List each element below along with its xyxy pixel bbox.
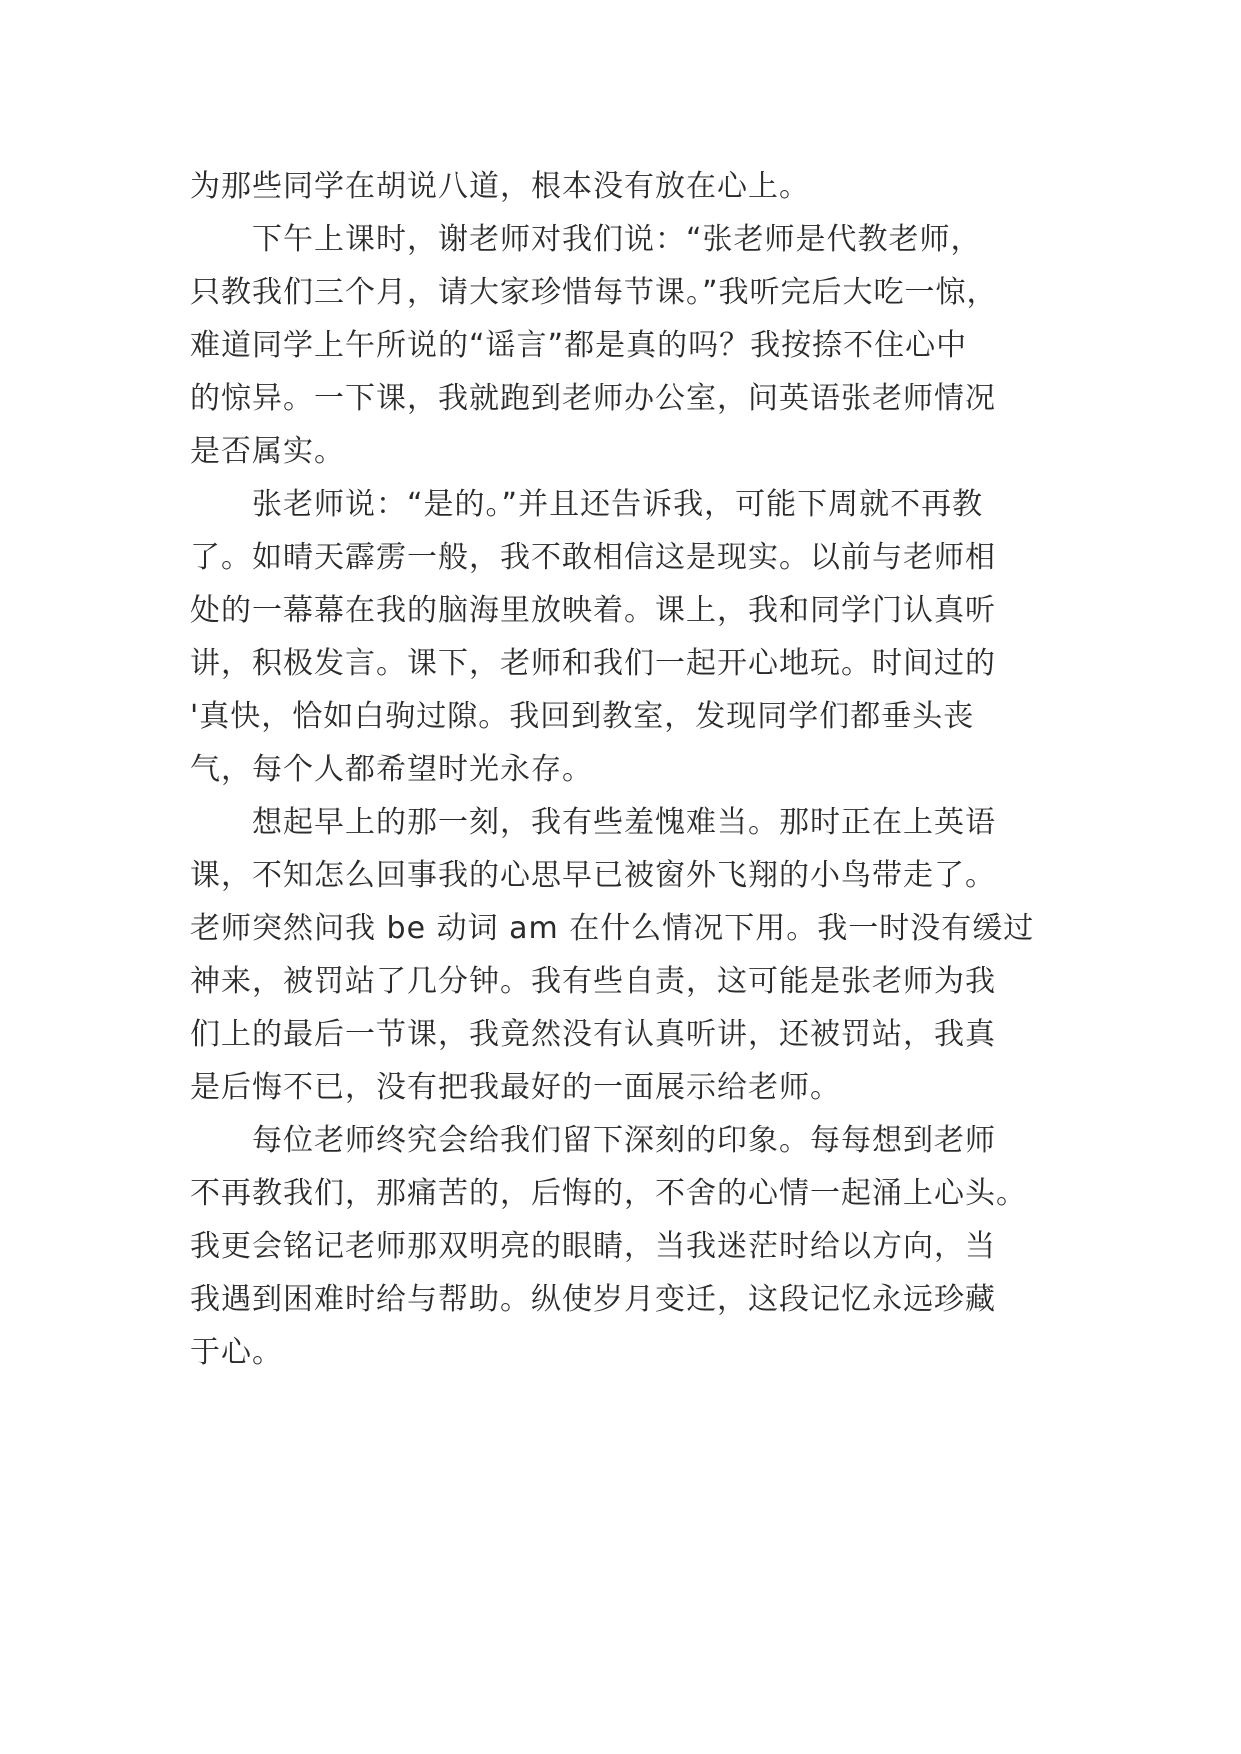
text-line: 是否属实。	[190, 434, 345, 469]
text-line: '真快，恰如白驹过隙。我回到教室，发现同学们都垂头丧	[190, 699, 975, 734]
text-line: 我遇到困难时给与帮助。纵使岁月变迁，这段记忆永远珍藏	[190, 1282, 996, 1317]
body-text	[190, 160, 1070, 1379]
paragraph-2	[190, 213, 1070, 478]
text-line: 气，每个人都希望时光永存。	[190, 752, 593, 787]
text-line: 神来，被罚站了几分钟。我有些自责，这可能是张老师为我	[190, 964, 996, 999]
paragraph-4	[190, 796, 1070, 1114]
text-line: 下午上课时，谢老师对我们说：“张老师是代教老师，	[190, 222, 982, 257]
text-line: 了。如晴天霹雳一般，我不敢相信这是现实。以前与老师相	[190, 540, 996, 575]
text-line: 张老师说：“是的。”并且还告诉我，可能下周就不再教	[190, 487, 984, 522]
text-line: 处的一幕幕在我的脑海里放映着。课上，我和同学门认真听	[190, 593, 996, 628]
paragraph-5	[190, 1114, 1070, 1379]
paragraph-3	[190, 478, 1070, 796]
text-line: 只教我们三个月，请大家珍惜每节课。”我听完后大吃一惊，	[190, 275, 998, 310]
text-line: 每位老师终究会给我们留下深刻的印象。每每想到老师	[190, 1123, 996, 1158]
text-line: 的惊异。一下课，我就跑到老师办公室，问英语张老师情况	[190, 381, 996, 416]
text-line: 是后悔不已，没有把我最好的一面展示给老师。	[190, 1070, 841, 1105]
text-line: 为那些同学在胡说八道，根本没有放在心上。	[190, 169, 810, 204]
text-line: 于心。	[190, 1335, 283, 1370]
text-line: 难道同学上午所说的“谣言”都是真的吗？我按捺不住心中	[190, 328, 968, 363]
paragraph-1	[190, 160, 1070, 213]
text-line: 讲，积极发言。课下，老师和我们一起开心地玩。时间过的	[190, 646, 996, 681]
text-line: 老师突然问我 be 动词 am 在什么情况下用。我一时没有缓过	[190, 911, 1035, 946]
text-line: 课，不知怎么回事我的心思早已被窗外飞翔的小鸟带走了。	[190, 858, 996, 893]
text-line: 想起早上的那一刻，我有些羞愧难当。那时正在上英语	[190, 805, 996, 840]
text-line: 我更会铭记老师那双明亮的眼睛，当我迷茫时给以方向，当	[190, 1229, 996, 1264]
text-line: 们上的最后一节课，我竟然没有认真听讲，还被罚站，我真	[190, 1017, 996, 1052]
text-line: 不再教我们，那痛苦的，后悔的，不舍的心情一起涌上心头。	[190, 1176, 1027, 1211]
